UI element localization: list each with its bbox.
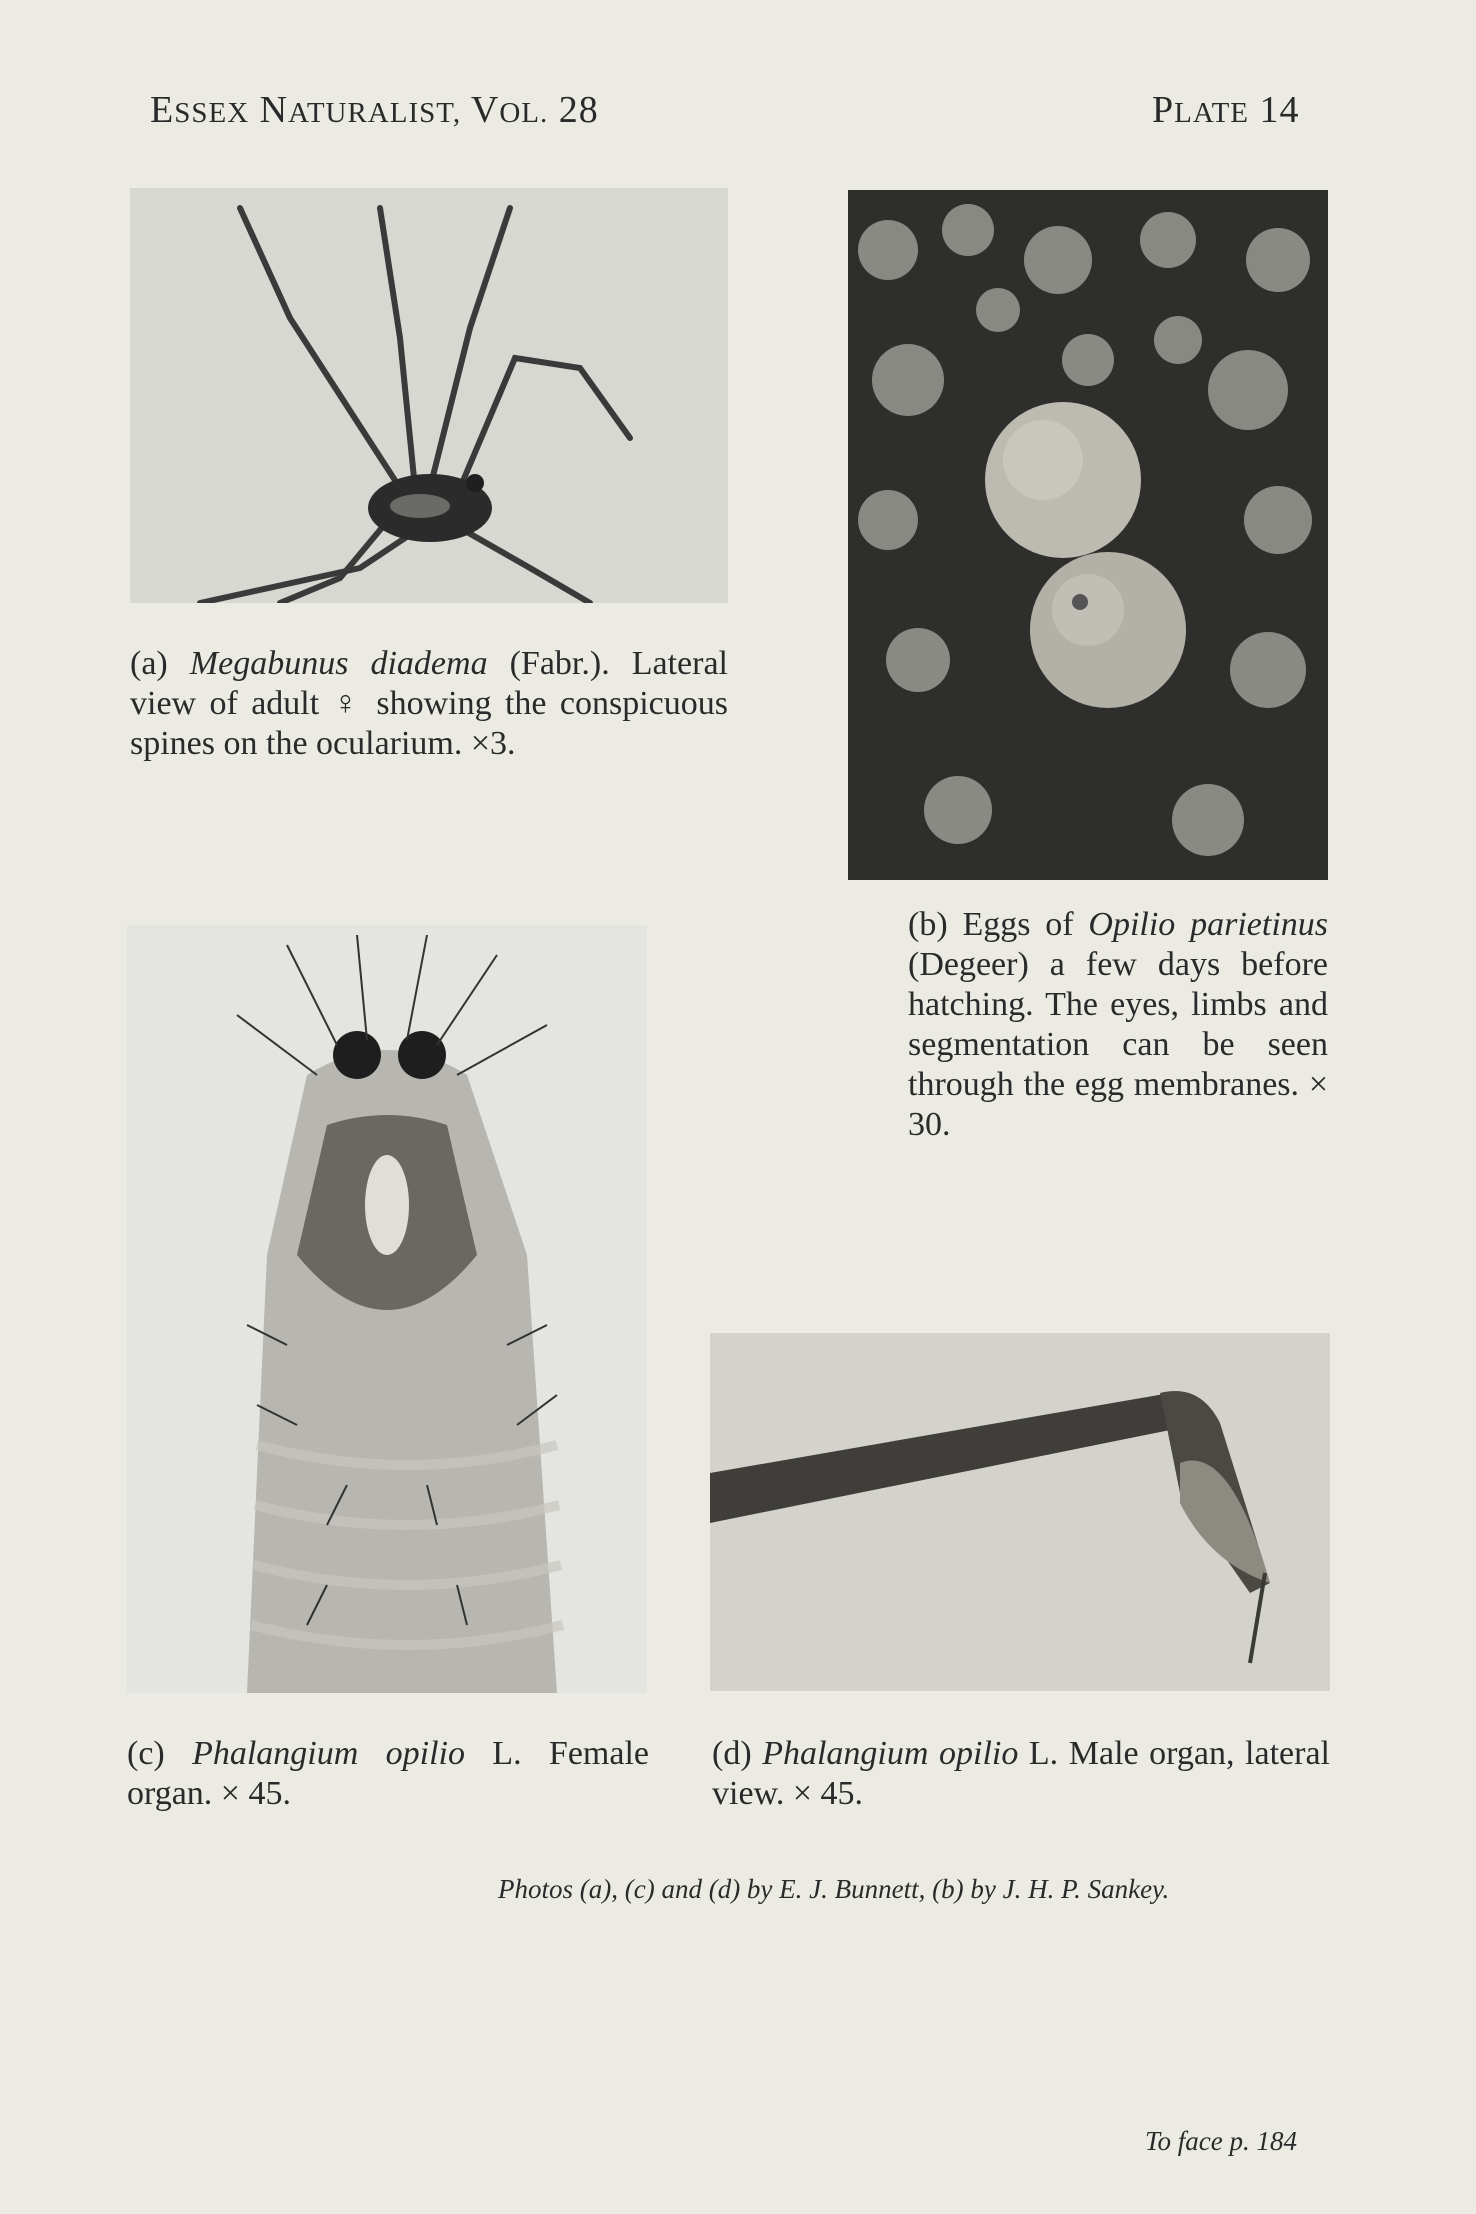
caption-d-label: (d) bbox=[712, 1735, 763, 1772]
male-organ-illustration bbox=[710, 1333, 1330, 1691]
caption-b bbox=[908, 905, 1328, 1145]
caption-a bbox=[130, 644, 728, 764]
photo-c-female-organ bbox=[127, 925, 647, 1693]
footer-face-page: To face p. 184 bbox=[1145, 2126, 1298, 2156]
harvestman-illustration bbox=[130, 188, 728, 603]
caption-d bbox=[712, 1734, 1330, 1814]
photo-a-megabunus bbox=[130, 188, 728, 603]
caption-a-label: (a) bbox=[130, 645, 168, 682]
caption-c-species: Phalangium opilio bbox=[192, 1735, 465, 1772]
caption-c bbox=[127, 1734, 649, 1814]
caption-d-species: Phalangium opilio bbox=[762, 1735, 1019, 1772]
plate-number: PLATE 14 bbox=[1152, 89, 1300, 131]
running-header-journal: ESSEX NATURALIST, VOL. 28 bbox=[150, 89, 599, 131]
caption-c-text: L. Female organ. × 45. bbox=[127, 1735, 649, 1812]
caption-c-label: (c) bbox=[127, 1735, 193, 1772]
photo-credit: Photos (a), (c) and (d) by E. J. Bunnett, (b) by J. H. P. Sankey. bbox=[498, 1874, 1170, 1904]
caption-b-species: Opilio parietinus bbox=[1088, 906, 1328, 943]
photo-b-opilio-eggs bbox=[848, 190, 1328, 880]
caption-b-text: (Degeer) a few days before hatching. The eyes, limbs and segmentation can be seen through the egg membranes. × 30. bbox=[908, 946, 1328, 1143]
caption-a-species: Megabunus diadema bbox=[189, 645, 488, 682]
photo-d-male-organ bbox=[710, 1333, 1330, 1691]
caption-b-label: (b) Eggs of bbox=[908, 906, 1089, 943]
caption-a-text: (Fabr.). Lateral view of adult ♀ showing the conspicuous spines on the ocularium. ×3. bbox=[130, 645, 728, 762]
caption-d-text: L. Male organ, lateral view. × 45. bbox=[712, 1735, 1330, 1812]
female-organ-illustration bbox=[127, 925, 647, 1693]
eggs-illustration bbox=[848, 190, 1328, 880]
